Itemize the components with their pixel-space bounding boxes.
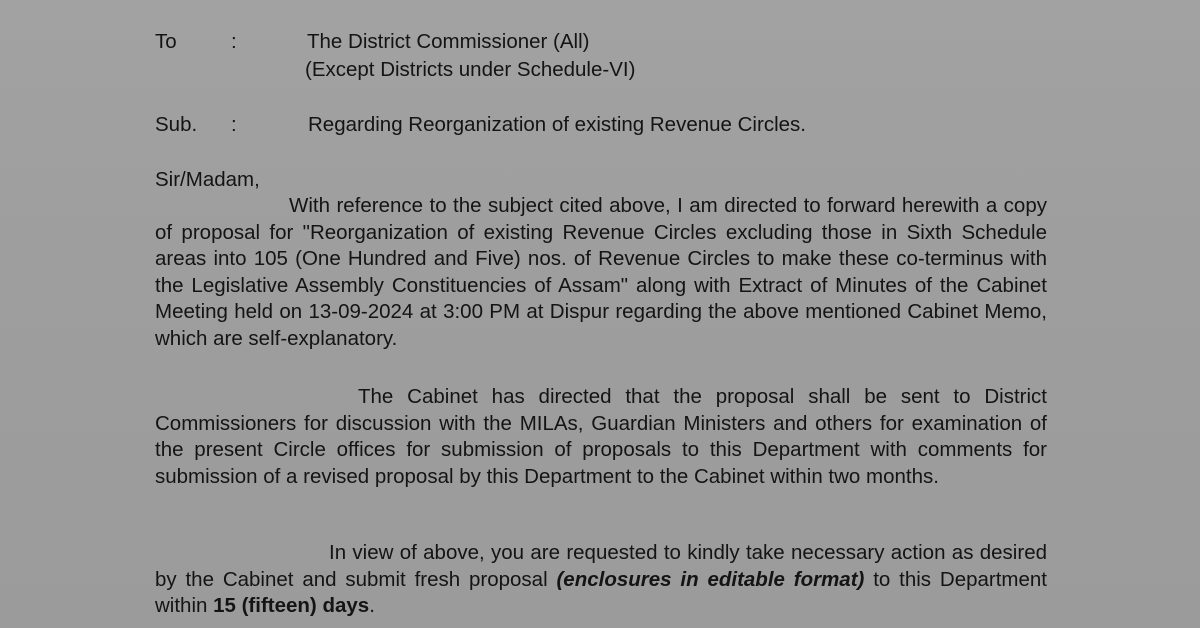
paragraph-3-text-a: In view of above, you are requested to kindly take necessary action as desired by the Cabinet and submit fresh proposal — [155, 541, 1047, 591]
paragraph-3-text-b: to this Department within — [155, 567, 1047, 617]
sub-label: Sub. — [155, 113, 198, 136]
paragraph-2-text: The Cabinet has directed that the proposal shall be sent to District Commissioners for discussion with the MILAs, Guardian Ministers and others for examination of the present Circle offices for submission of proposals to this Department with comments for submission of a revised proposal by this Department to the Cabinet within two months. — [155, 385, 1047, 488]
addressee-line-2: (Except Districts under Schedule-VI) — [305, 58, 636, 81]
to-label: To — [155, 30, 177, 53]
paragraph-3 — [155, 540, 1047, 620]
addressee-line-1: The District Commissioner (All) — [307, 30, 590, 53]
paragraph-1-text: With reference to the subject cited above, I am directed to forward herewith a copy of proposal for "Reorganization of existing Revenue Circles excluding those in Sixth Schedule areas into 105 (One Hundred and Five) nos. of Revenue Circles to make these co-terminus with the Legislative Assembly Constituencies of Assam" along with Extract of Minutes of the Cabinet Meeting held on 13-09-2024 at 3:00 PM at Dispur regarding the above mentioned Cabinet Memo, which are self-explanatory. — [155, 194, 1047, 350]
salutation: Sir/Madam, — [155, 168, 260, 191]
to-colon: : — [231, 30, 237, 53]
paragraph-3-text-c: . — [369, 594, 375, 617]
sub-colon: : — [231, 113, 237, 136]
paragraph-2 — [155, 384, 1047, 490]
paragraph-3-emphasis: (enclosures in editable format) — [556, 567, 865, 591]
paragraph-3-deadline: 15 (fifteen) days — [213, 594, 370, 617]
subject-text: Regarding Reorganization of existing Revenue Circles. — [308, 113, 806, 136]
paragraph-1 — [155, 193, 1047, 352]
